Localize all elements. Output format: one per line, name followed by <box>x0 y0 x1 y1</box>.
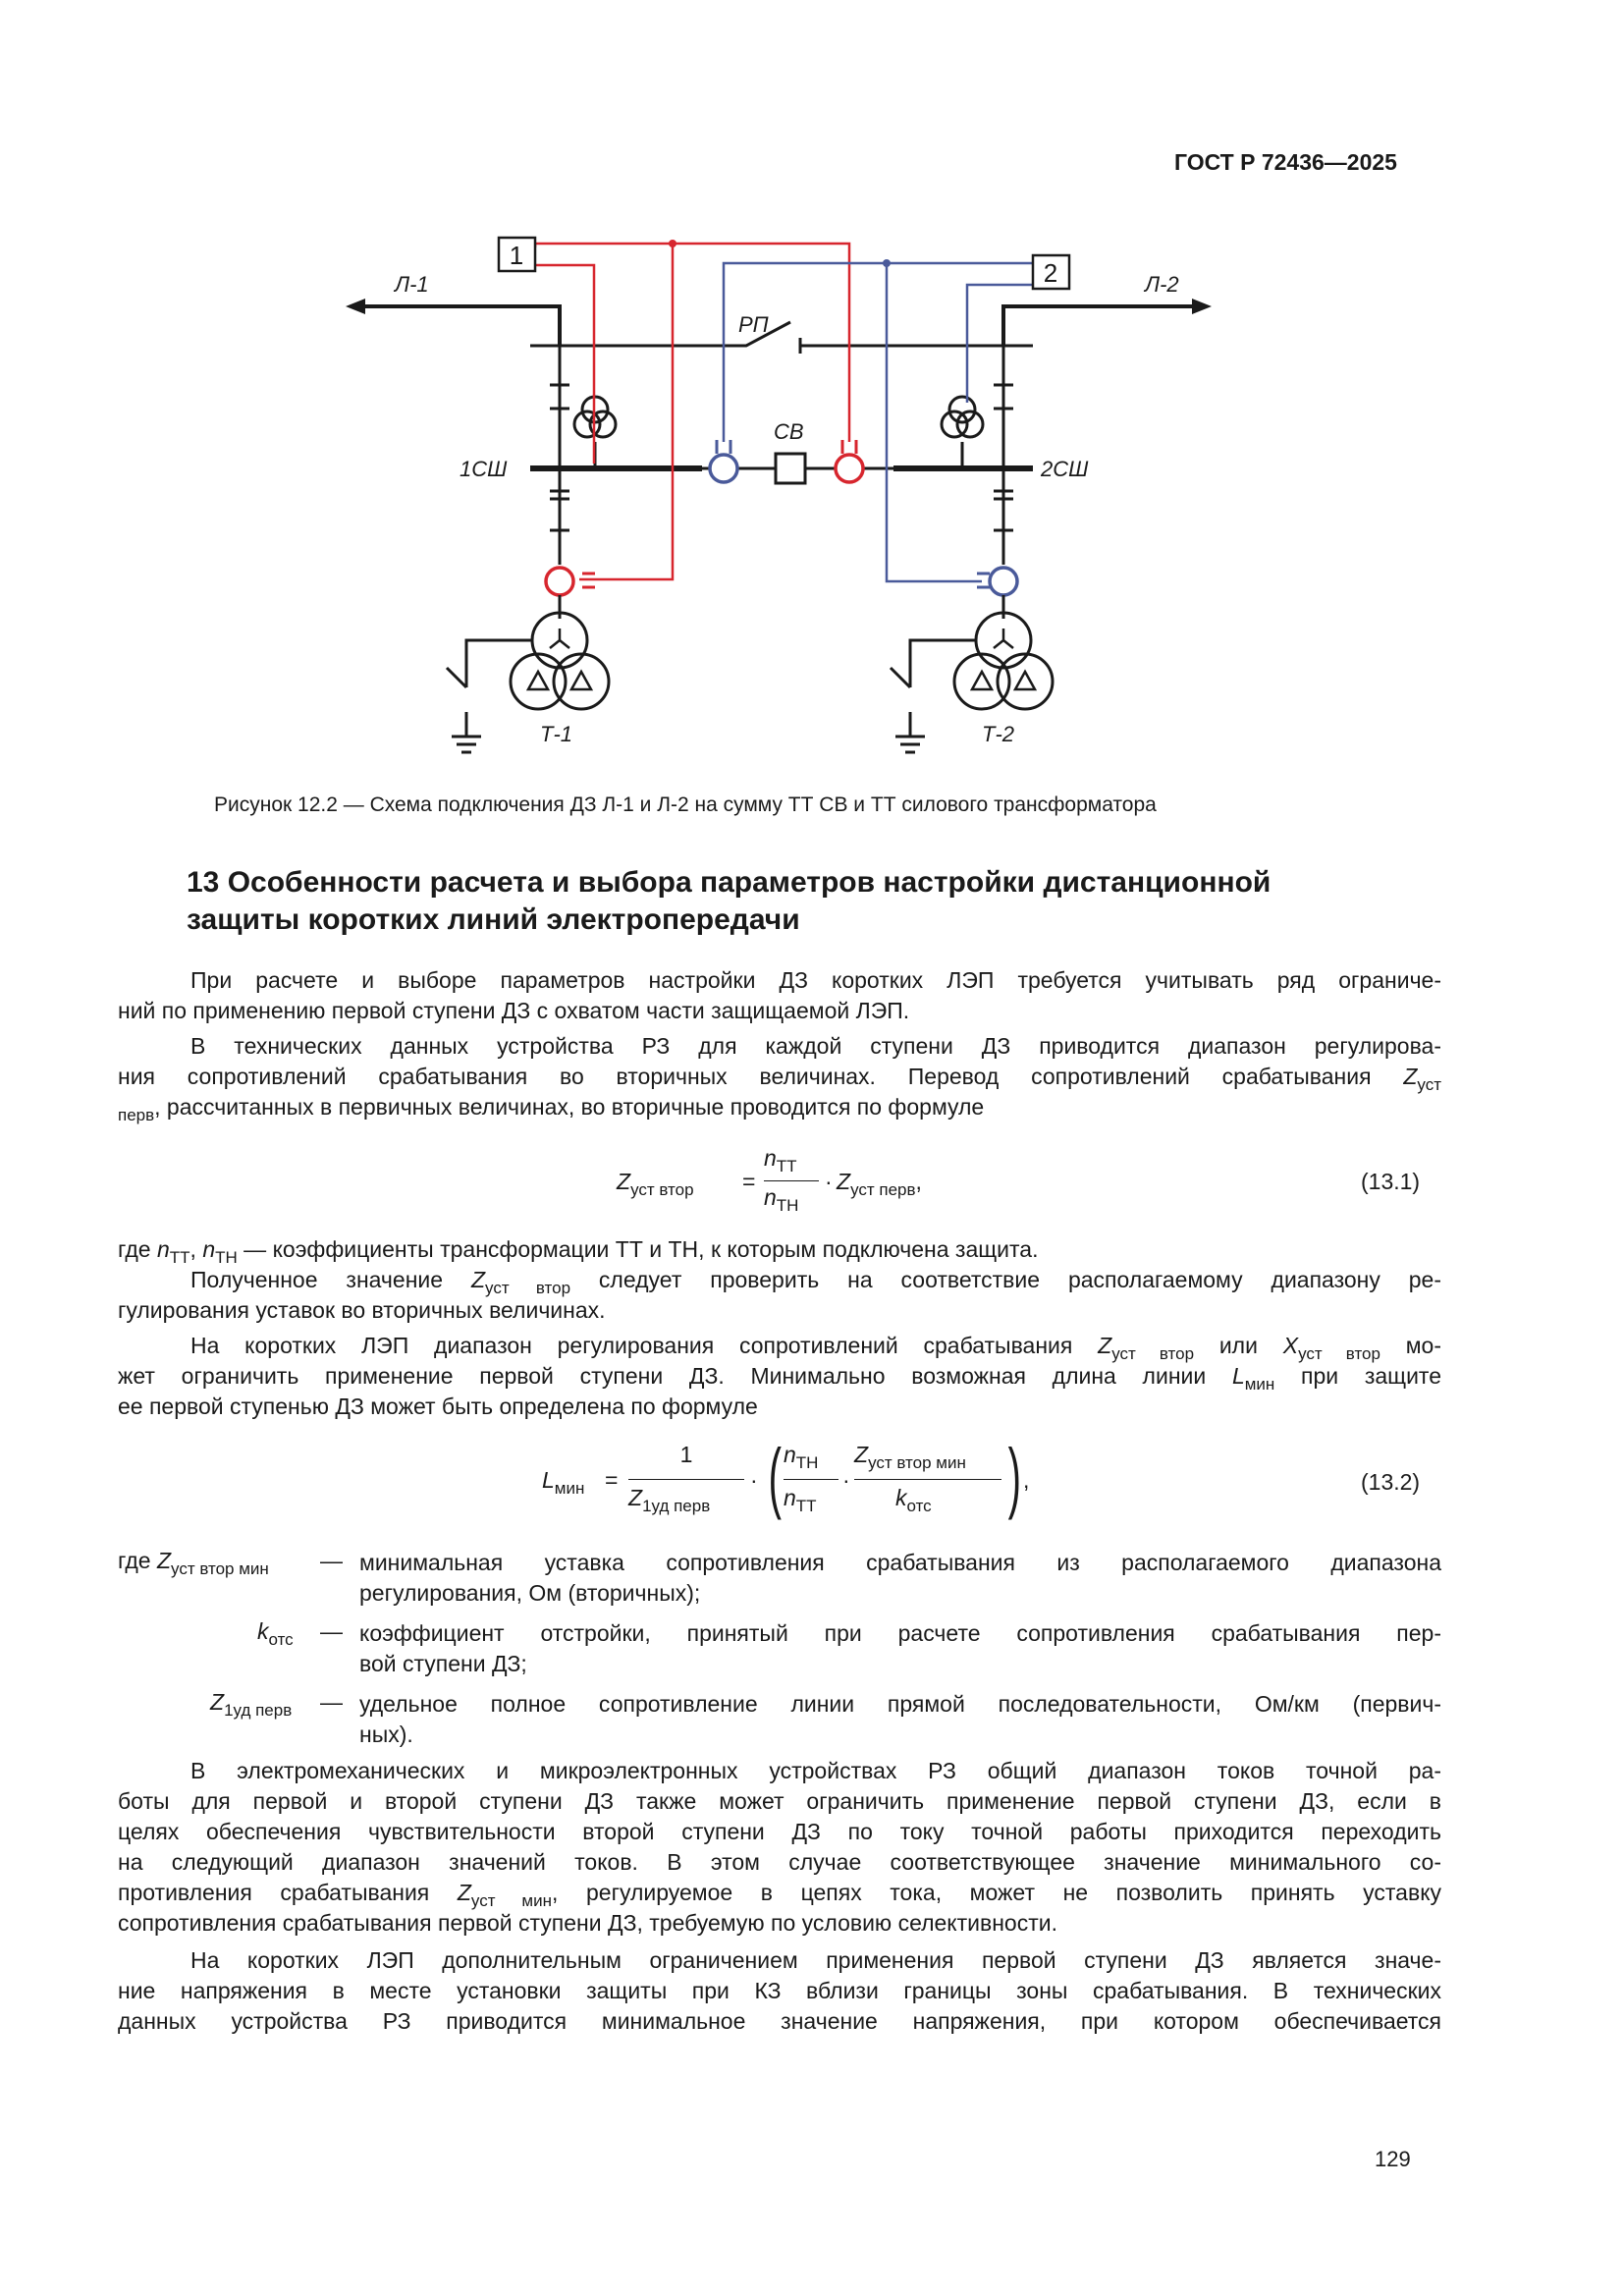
ct-t2-blue <box>990 568 1017 595</box>
paragraph-4: На коротких ЛЭП диапазон регулирования сопротивлений срабатывания $Z_{уст втор}$ или $X_{уст втор}$ мо- жет ограничить применение первой ступени ДЗ. Минимально возможная длина линии $L_{мин}$ при защите ее первой ступенью ДЗ может быть определена по формуле <box>118 1333 1441 1419</box>
arrow-l2-icon <box>1192 299 1212 314</box>
def-body-1: минимальная уставка сопротивления срабатывания из располагаемого диапазона регулирования, Ом (вторичных); <box>359 1550 1441 1606</box>
where-1: где $n_{ТТ}$, $n_{ТН}$ — коэффициенты трансформации ТТ и ТН, к которым подключена защита. <box>118 1236 1039 1267</box>
ct-sv-red <box>836 455 863 482</box>
def-term-3: $Z_{1уд перв}$ <box>210 1689 293 1720</box>
def-dash-2: — <box>320 1618 343 1644</box>
label-bus1: 1СШ <box>460 457 508 481</box>
wire-blue <box>724 263 1033 581</box>
label-bus2: 2СШ <box>1041 457 1089 481</box>
label-rp: РП <box>738 312 769 337</box>
label-sv: СВ <box>774 419 804 444</box>
label-t2: Т-2 <box>982 722 1014 746</box>
label-t1: Т-1 <box>540 722 572 746</box>
circuit-diagram <box>324 226 1227 776</box>
paragraph-3: Полученное значение $Z_{уст втор}$ следует проверить на соответствие располагаемому диапазону ре- гулирования уставок во вторичных величинах. <box>118 1267 1442 1323</box>
def-dash-1: — <box>320 1548 343 1573</box>
ct-t1-red <box>546 568 573 595</box>
page-number: 129 <box>1375 2147 1411 2171</box>
paragraph-6: На коротких ЛЭП дополнительным ограничением применения первой ступени ДЗ является значе- ние напряжения в месте установки защиты при КЗ вблизи границы зоны срабатывания. В технических данных устройства РЗ приводится минимальное значение напряжения, при котором обеспечивается <box>118 1947 1441 2034</box>
line-l1 <box>355 306 560 346</box>
arrow-l1-icon <box>346 299 365 314</box>
def-body-3: удельное полное сопротивление линии прямой последовательности, Ом/км (первич- ных). <box>359 1691 1441 1747</box>
def-term-2: $k_{отс}$ <box>257 1618 294 1649</box>
figure-caption: Рисунок 12.2 — Схема подключения ДЗ Л-1 и Л-2 на сумму ТТ СВ и ТТ силового трансформатора <box>214 793 1157 816</box>
equation-number-13-1: (13.1) <box>1361 1169 1421 1194</box>
equation-number-13-2: (13.2) <box>1361 1469 1421 1495</box>
def-dash-3: — <box>320 1689 343 1715</box>
paragraph-1: При расчете и выборе параметров настройки ДЗ коротких ЛЭП требуется учитывать ряд ограниче- ний по применению первой ступени ДЗ с охватом части защищаемой ЛЭП. <box>118 967 1441 1023</box>
ct-sv-blue <box>710 455 737 482</box>
section-title: 13 Особенности расчета и выбора параметров настройки дистанционной защиты коротких линий электропередачи <box>187 866 1271 936</box>
rp-bus-right <box>800 338 1033 354</box>
paragraph-2: В технических данных устройства РЗ для каждой ступени ДЗ приводится диапазон регулирова- ния сопротивлений срабатывания во вторичных величинах. Перевод сопротивлений срабатывания $Z_{уст}$ $_{перв}$, рассчитанных в первичных величинах, во вторичные проводится по формуле <box>118 1033 1441 1124</box>
sv-breaker <box>776 454 805 483</box>
label-l2: Л-2 <box>1145 272 1179 297</box>
def-term-1: где $Z_{уст втор мин}$ <box>118 1548 269 1578</box>
def-body-2: коэффициент отстройки, принятый при расчете сопротивления срабатывания пер- вой ступени ДЗ; <box>359 1620 1441 1676</box>
label-l1: Л-1 <box>395 272 429 297</box>
paragraph-5: В электромеханических и микроэлектронных устройствах РЗ общий диапазон токов точной ра- боты для первой и второй ступени ДЗ также может ограничить применение первой ступени ДЗ, если в целях обеспечения чувствительности второй ступени ДЗ по току точной работы приходится переходить на следующий диапазон значений токов. В этом случае соответствующее значение минимального со- противления срабатывания $Z_{уст мин}$, регулируемое в цепях тока, может не позволить принять уставку сопротивления срабатывания первой ступени ДЗ, требуемую по условию селективности. <box>118 1758 1442 1936</box>
label-box2: 2 <box>1043 258 1058 288</box>
label-box1: 1 <box>509 241 524 270</box>
formula-13-1: $Z_{уст втор}$ = $n_{ТТ}$ $n_{ТН}$ · $Z_{уст перв}$, <box>617 1145 922 1215</box>
formula-13-2: $L_{мин}$ = 1 $Z_{1уд перв}$ · ( $n_{ТН}$ $n_{ТТ}$ · $Z_{уст втор мин}$ $k_{отс}$ ) , <box>542 1433 1030 1520</box>
line-l2 <box>1003 306 1200 346</box>
standard-number: ГОСТ Р 72436—2025 <box>1174 149 1397 175</box>
